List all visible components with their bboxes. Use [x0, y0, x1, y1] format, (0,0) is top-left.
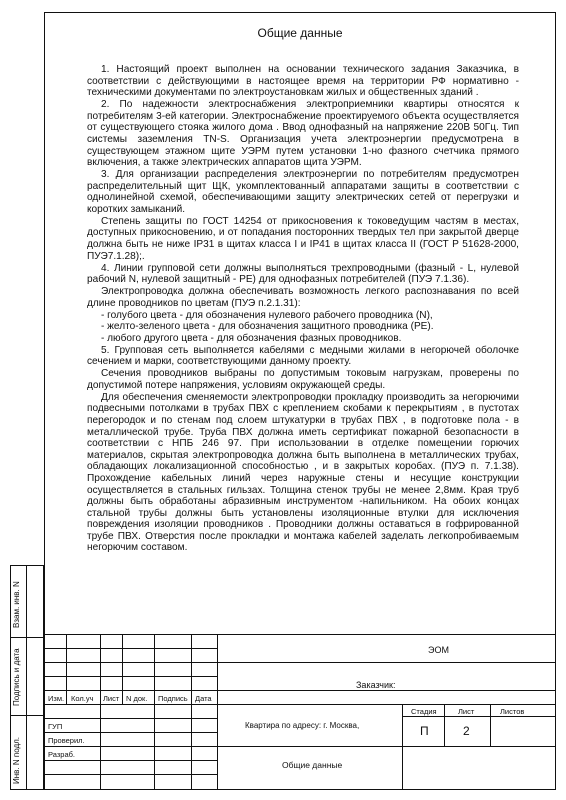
tb-border: [44, 634, 556, 635]
tb-sheets-label: Листов: [500, 707, 525, 716]
side-divider: [10, 637, 44, 638]
paragraph: 3. Для организации распределения электроэнергии по потребителям предусмотрен распределительный щит ЩК, укомплектованный аппаратами защиты в соответствии с однолинейной схемой, обеспечивающими защиту электрических сетей от перегрузки и коротких замыканий.: [87, 169, 519, 215]
tb-grid-line: [100, 634, 101, 790]
tb-sheet-value: 2: [463, 724, 470, 738]
paragraph: Электропроводка должна обеспечивать возможность легкого распознавания по всей длине проводников по цветам (ПУЭ п.2.1.31):: [87, 286, 519, 309]
tb-role-checked: Проверил.: [48, 736, 85, 745]
tb-grid-line: [444, 704, 445, 746]
side-label-signature-date: Подпись и дата: [12, 648, 21, 706]
side-divider: [10, 715, 44, 716]
paragraph: 1. Настоящий проект выполнен на основании технического задания Заказчика, в соответствии с действующими в настоящее время на территории РФ нормативно - техническими документами по электроустановкам жилых и общественных зданий .: [87, 64, 519, 99]
document-body: [87, 64, 519, 554]
side-label-replace-inv: Взам. инв. N: [12, 581, 21, 628]
tb-grid-line: [217, 662, 556, 663]
tb-header-data: Дата: [195, 694, 212, 703]
tb-grid-line: [44, 718, 218, 719]
tb-customer: Заказчик:: [356, 680, 396, 690]
list-item: - любого другого цвета - для обозначения фазных проводников.: [101, 333, 402, 344]
side-value-column: [26, 565, 44, 790]
tb-grid-line: [402, 716, 556, 717]
tb-header-ndok: N док.: [126, 694, 148, 703]
tb-grid-line: [44, 732, 218, 733]
tb-grid-line: [44, 760, 218, 761]
tb-grid-line: [44, 662, 218, 663]
tb-project-code: ЭОМ: [428, 645, 449, 655]
tb-address: Квартира по адресу: г. Москва,: [245, 721, 360, 730]
tb-header-izm: Изм.: [48, 694, 65, 703]
tb-grid-line: [122, 634, 123, 704]
paragraph: 2. По надежности электроснабжения электроприемники квартиры относятся к потребителям 3-ей категории. Электроснабжение проектируемого объекта осуществляется от существующего стояка жилого дома . Ввод однофазный на напряжение 220В 50Гц. Тип системы заземления TN-S. Организация учета электроэнергии предусмотрена в существующем этажном щите УЭРМ путем установки 1-но фазного счетчика прямого включения, а также электрических аппаратов щита УЭРМ.: [87, 99, 519, 169]
tb-role-gup: ГУП: [48, 722, 63, 731]
tb-grid-line: [44, 704, 556, 705]
paragraph: Степень защиты по ГОСТ 14254 от прикосновения к токоведущим частям в местах, доступных прикосновению, и от попадания посторонних твердых тел при закрытой дверце должна быть не ниже IP31 в щитах класса I и IP41 в щитах класса II (ГОСТ Р 51628-2000, ПУЭ7.1.28);.: [87, 215, 519, 262]
page-title: Общие данные: [257, 26, 343, 40]
tb-header-podpis: Подпись: [158, 694, 188, 703]
tb-grid-line: [44, 676, 218, 677]
tb-stage-value: П: [420, 724, 429, 738]
tb-grid-line: [217, 634, 218, 790]
list-item: - голубого цвета - для обозначения нулевого рабочего проводника (N),: [101, 309, 433, 321]
tb-stage-label: Стадия: [411, 707, 437, 716]
tb-grid-line: [44, 774, 218, 775]
paragraph: Для обеспечения сменяемости электропроводки прокладку производить за негорючими подвесными потолками в трубах ПВХ с креплением скобами к перекрытиям , в пустотах перегородок и по стенам под слоем штукатурки в трубах ПВХ , в подготовке пола - в металлической трубе. Труба ПВХ должна иметь сертификат пожарной безопасности в соответствии с НПБ 246 97. При использовании в отделке помещении горючих материалов, скрытая электропроводка должна быть выполнена в металлических трубах, обладающих локализационной способностью , и в закрытых коробах. (ПУЭ п. 7.1.38). Прохождение кабельных линий через наружные стены и несущие конструкции осуществляется в стальных гильзах. Толщина стенок трубы не менее 2,8мм. Края труб должны быть обработаны абразивным инструментом -напильником. На обоих концах стальной трубы должны быть установлены изоляционные втулки для исключения повреждения изоляции проводников . Проводники должны оставаться в гофрированной трубе ПВХ. Отверстия после прокладки и монтажа кабелей заделать легкопробиваемым негорючим составом.: [87, 391, 519, 554]
tb-grid-line: [154, 634, 155, 790]
tb-role-developed: Разраб.: [48, 750, 76, 759]
tb-header-list: Лист: [103, 694, 120, 703]
tb-grid-line: [66, 634, 67, 704]
paragraph: 5. Групповая сеть выполняется кабелями с медными жилами в негорючей оболочке сечением и марки, соответствующими данному проекту.: [87, 344, 519, 368]
tb-header-kol: Кол.уч: [71, 694, 94, 703]
tb-grid-line: [490, 704, 491, 746]
paragraph: 4. Линии групповой сети должны выполняться трехпроводными (фазный - L, нулевой рабочий N, нулевой защитный - PE) для однофазных потребителей (ПУЭ 7.1.36).: [87, 262, 519, 286]
side-label-original-inv: Инв. N подл.: [12, 736, 21, 784]
tb-grid-line: [44, 648, 218, 649]
tb-grid-line: [44, 746, 556, 747]
tb-sheet-label: Лист: [458, 707, 475, 716]
side-stamp-strip: [10, 565, 44, 790]
tb-grid-line: [191, 634, 192, 790]
tb-grid-line: [44, 690, 556, 691]
list-item: - желто-зеленого цвета - для обозначения защитного проводника (PE).: [101, 321, 434, 333]
tb-sheet-name: Общие данные: [282, 760, 343, 770]
paragraph: Сечения проводников выбраны по допустимым токовым нагрузкам, проверены по допустимой потере напряжения, условиям окружающей среды.: [87, 368, 519, 391]
